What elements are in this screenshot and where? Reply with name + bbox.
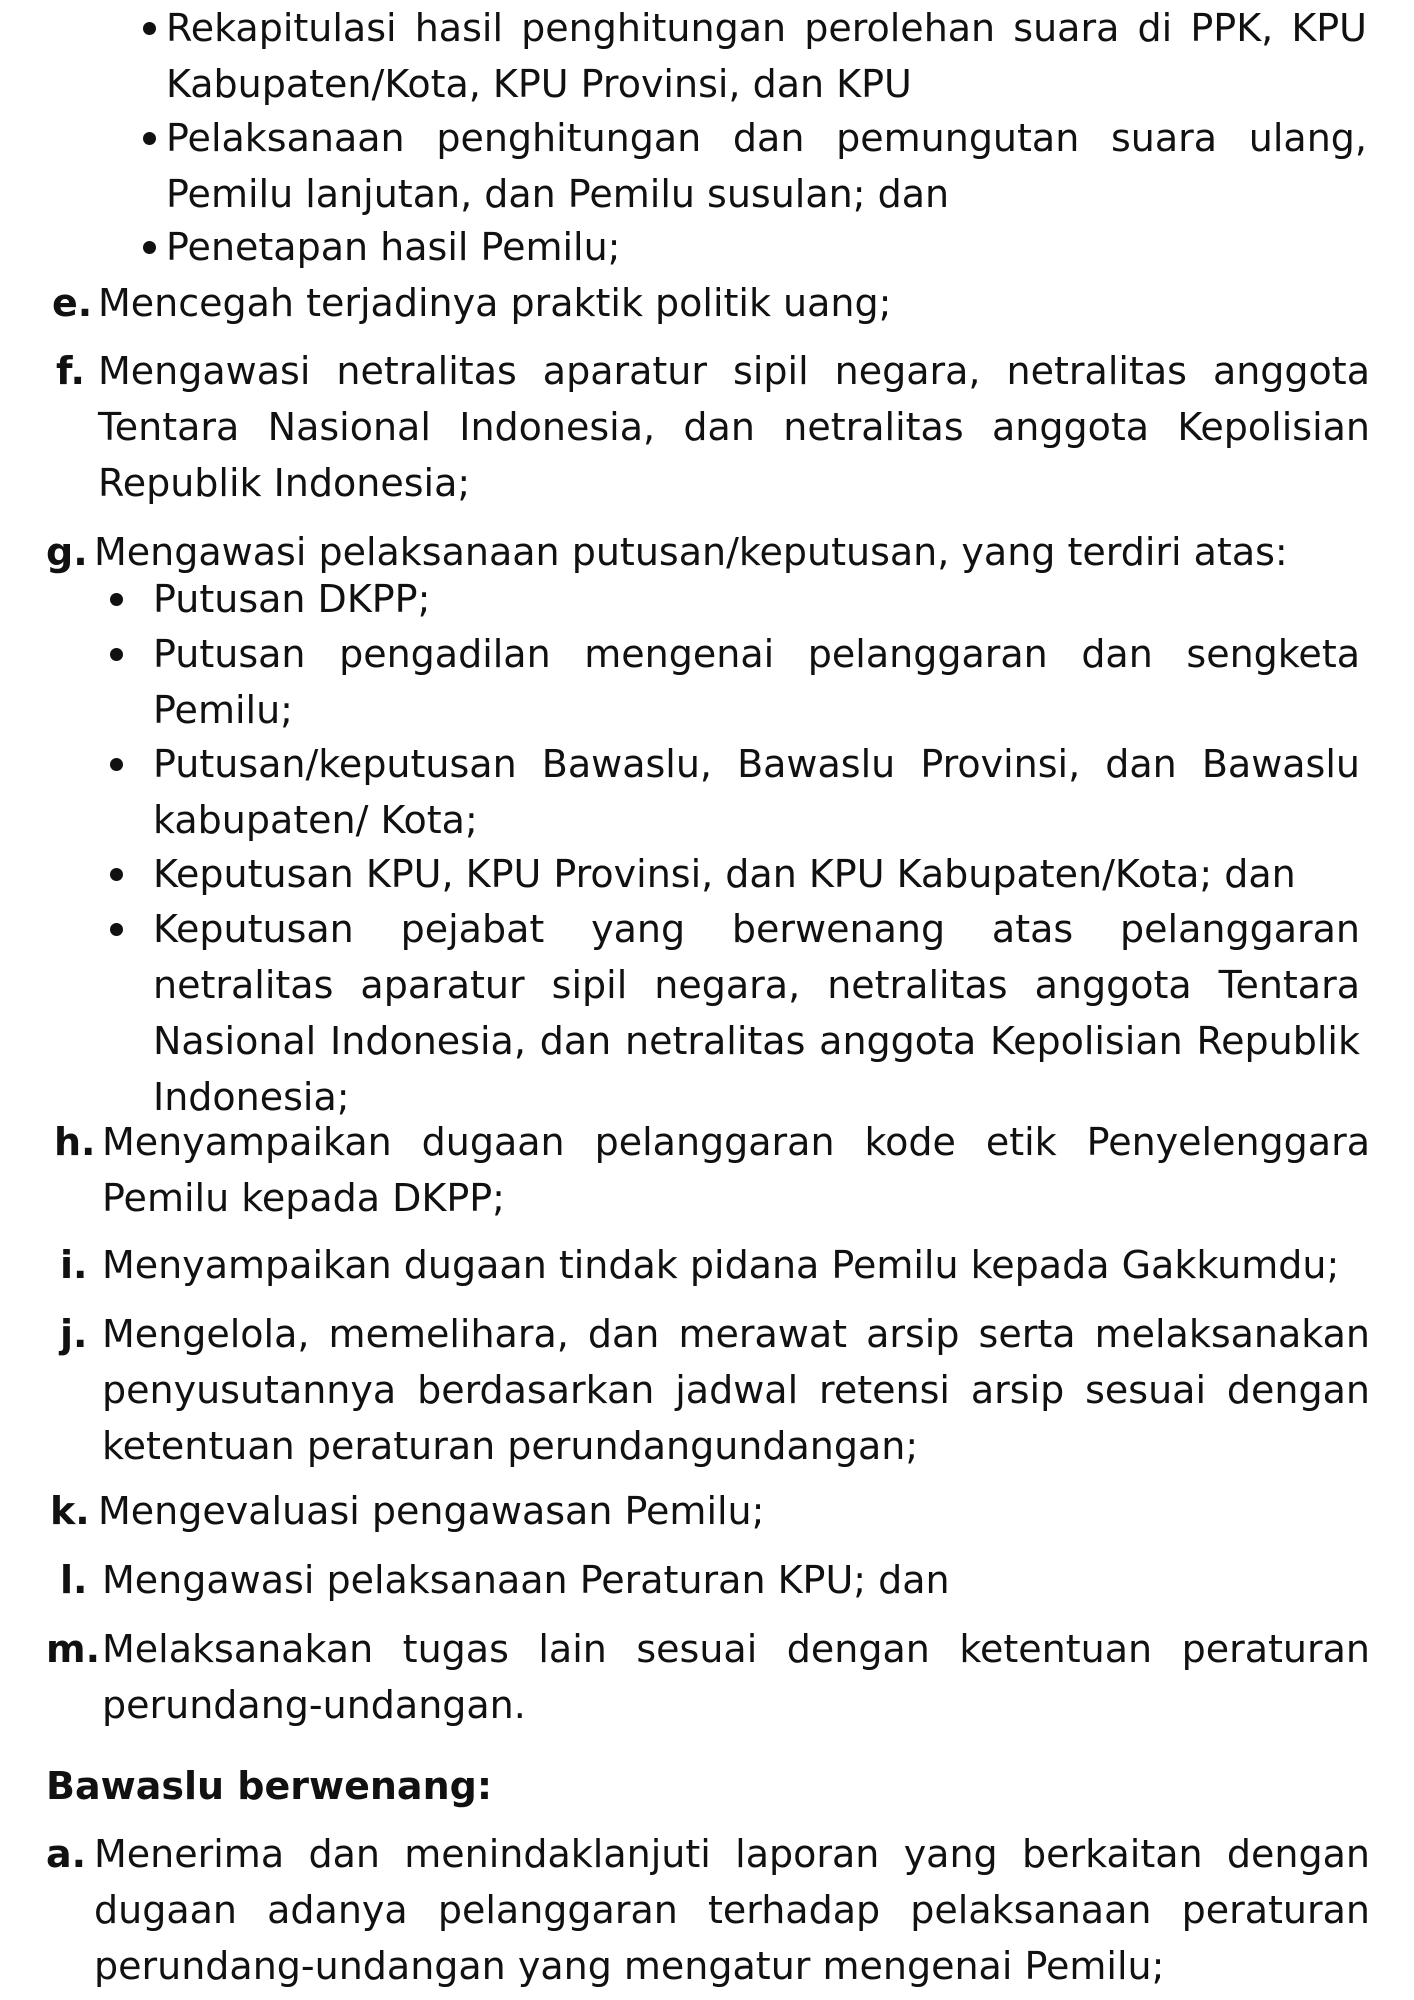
bullet-text: Putusan/keputusan Bawaslu, Bawaslu Provinsi, dan Bawaslu kabupaten/ Kota; [153, 742, 1360, 842]
item-text-l: Mengawasi pelaksanaan Peraturan KPU; dan [102, 1558, 950, 1602]
item-letter-e: e. [52, 281, 93, 325]
item-letter-h: h. [54, 1120, 96, 1164]
item-letter-j: j. [60, 1312, 88, 1356]
item-text-j: Mengelola, memelihara, dan merawat arsip serta melaksanakan penyusutannya berdasarkan jadwal retensi arsip sesuai dengan ketentuan peraturan perundangundangan; [102, 1312, 1370, 1468]
item-text-h: Menyampaikan dugaan pelanggaran kode etik Penyelenggara Pemilu kepada DKPP; [102, 1120, 1370, 1220]
item-text-g: Mengawasi pelaksanaan putusan/keputusan, yang terdiri atas: [94, 530, 1288, 574]
bullet-text: Keputusan KPU, KPU Provinsi, dan KPU Kabupaten/Kota; dan [153, 852, 1296, 896]
bullet-icon [110, 923, 123, 936]
item-letter-a: a. [46, 1832, 87, 1876]
item-letter-i: i. [60, 1243, 88, 1287]
bullet-text: Pelaksanaan penghitungan dan pemungutan suara ulang, Pemilu lanjutan, dan Pemilu susulan; dan [166, 116, 1367, 216]
bullet-icon [143, 241, 156, 254]
item-letter-l: l. [60, 1558, 88, 1602]
bullet-text: Rekapitulasi hasil penghitungan perolehan suara di PPK, KPU Kabupaten/Kota, KPU Provinsi, dan KPU [166, 6, 1367, 106]
bullet-icon [110, 758, 123, 771]
item-text-a: Menerima dan menindaklanjuti laporan yang berkaitan dengan dugaan adanya pelanggaran terhadap pelaksanaan peraturan perundang-undangan yang mengatur mengenai Pemilu; [94, 1832, 1370, 1988]
bullet-text: Putusan pengadilan mengenai pelanggaran dan sengketa Pemilu; [153, 632, 1360, 732]
bullet-icon [110, 868, 123, 881]
section-heading: Bawaslu berwenang: [46, 1764, 493, 1808]
bullet-icon [110, 648, 123, 661]
bullet-text: Penetapan hasil Pemilu; [166, 225, 621, 269]
item-letter-m: m. [46, 1627, 101, 1671]
item-letter-k: k. [50, 1489, 90, 1533]
item-text-k: Mengevaluasi pengawasan Pemilu; [98, 1489, 765, 1533]
bullet-text: Putusan DKPP; [153, 577, 431, 621]
item-text-f: Mengawasi netralitas aparatur sipil negara, netralitas anggota Tentara Nasional Indonesia, dan netralitas anggota Kepolisian Republik Indonesia; [98, 349, 1370, 505]
bullet-text: Keputusan pejabat yang berwenang atas pelanggaran netralitas aparatur sipil negara, netralitas anggota Tentara Nasional Indonesia, dan netralitas anggota Kepolisian Republik Indonesia; [153, 907, 1360, 1119]
bullet-icon [143, 22, 156, 35]
bullet-icon [110, 593, 123, 606]
item-letter-g: g. [46, 530, 88, 574]
item-text-m: Melaksanakan tugas lain sesuai dengan ketentuan peraturan perundang-undangan. [102, 1627, 1370, 1727]
item-letter-f: f. [56, 349, 85, 393]
item-text-i: Menyampaikan dugaan tindak pidana Pemilu kepada Gakkumdu; [102, 1243, 1340, 1287]
item-text-e: Mencegah terjadinya praktik politik uang; [98, 281, 892, 325]
bullet-icon [143, 132, 156, 145]
